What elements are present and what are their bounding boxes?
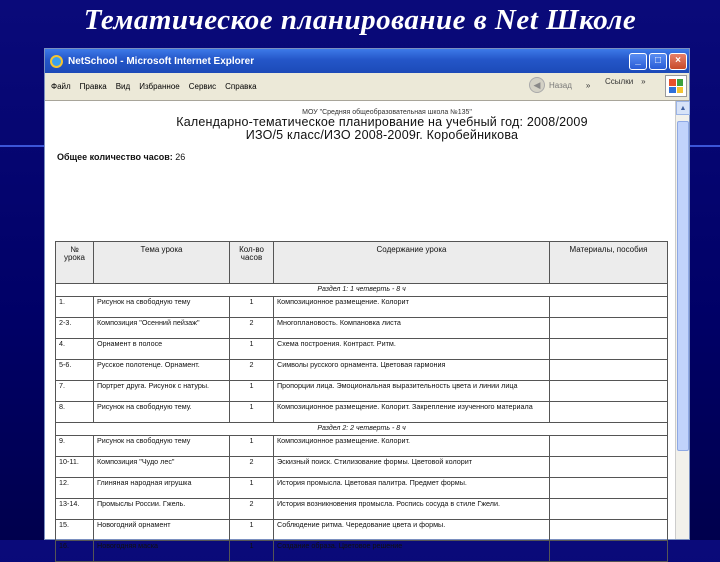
lesson-topic: Глиняная народная игрушка	[94, 478, 230, 499]
lesson-content: Многоплановость. Компановка листа	[274, 318, 550, 339]
window-titlebar[interactable]	[45, 49, 689, 73]
table-body	[56, 284, 668, 562]
total-hours-value: 26	[175, 152, 186, 162]
table-row	[56, 402, 668, 423]
lesson-content: Композиционное размещение. Колорит.	[274, 436, 550, 457]
table-row	[56, 499, 668, 520]
page-content	[45, 101, 689, 550]
header-topic: Тема урока	[94, 242, 230, 284]
header-num: № урока	[56, 242, 94, 284]
table-row	[56, 360, 668, 381]
lesson-materials	[550, 381, 668, 402]
table-row	[56, 457, 668, 478]
lesson-content: Композиционное размещение. Колорит	[274, 297, 550, 318]
lesson-number: 1.	[56, 297, 94, 318]
lesson-number: 7.	[56, 381, 94, 402]
table-header-row	[56, 242, 668, 284]
header-materials: Материалы, пособия	[550, 242, 668, 284]
menu-toolbar	[45, 73, 689, 101]
lesson-topic: Композиция "Осенний пейзаж"	[94, 318, 230, 339]
lesson-hours: 2	[230, 457, 274, 478]
menu-item-help[interactable]: Справка	[225, 82, 257, 91]
section-row	[56, 284, 668, 297]
lesson-hours: 1	[230, 297, 274, 318]
links-chevron[interactable]: »	[641, 77, 646, 86]
section-row	[56, 423, 668, 436]
lesson-number: 8.	[56, 402, 94, 423]
lesson-number: 9.	[56, 436, 94, 457]
total-hours-label: Общее количество часов:	[57, 152, 173, 162]
links-button[interactable]	[605, 77, 646, 86]
lesson-hours: 1	[230, 381, 274, 402]
lesson-content: Создание образа. Цветовое решение	[274, 541, 550, 562]
scroll-thumb[interactable]	[677, 121, 689, 451]
back-arrow-icon: ◀	[529, 77, 545, 93]
lesson-topic: Рисунок на свободную тему.	[94, 402, 230, 423]
lesson-materials	[550, 402, 668, 423]
lesson-materials	[550, 360, 668, 381]
lesson-content: Эскизный поиск. Стилизование формы. Цветовой колорит	[274, 457, 550, 478]
menu-bar	[45, 82, 257, 91]
lesson-hours: 1	[230, 520, 274, 541]
accent-line-right	[690, 145, 720, 147]
lesson-content: Композиционное размещение. Колорит. Закрепление изученного материала	[274, 402, 550, 423]
close-icon[interactable]: ×	[669, 53, 687, 70]
lesson-materials	[550, 541, 668, 562]
maximize-icon[interactable]: □	[649, 53, 667, 70]
lesson-hours: 1	[230, 339, 274, 360]
lesson-topic: Рисунок на свободную тему	[94, 436, 230, 457]
lesson-materials	[550, 297, 668, 318]
menu-item-tools[interactable]: Сервис	[188, 82, 217, 91]
lesson-number: 13-14.	[56, 499, 94, 520]
back-label: Назад	[549, 80, 572, 90]
minimize-icon[interactable]: _	[629, 53, 647, 70]
lesson-topic: Композиция "Чудо лес"	[94, 457, 230, 478]
lesson-number: 12.	[56, 478, 94, 499]
table-row	[56, 339, 668, 360]
doc-title-line1: Календарно-тематическое планирование на учебный год: 2008/2009	[176, 115, 588, 129]
table-row	[56, 436, 668, 457]
doc-title-line2: ИЗО/5 класс/ИЗО 2008-2009г. Коробейникова	[245, 128, 519, 142]
windows-logo-icon	[665, 75, 687, 97]
lesson-content: Соблюдение ритма. Чередование цвета и формы.	[274, 520, 550, 541]
lesson-topic: Новогодний орнамент	[94, 520, 230, 541]
scroll-up-icon[interactable]: ▲	[676, 101, 690, 115]
browser-window	[44, 48, 690, 550]
lesson-hours: 1	[230, 478, 274, 499]
header-content: Содержание урока	[274, 242, 550, 284]
lesson-content: История возникновения промысла. Роспись сосуда в стиле Гжели.	[274, 499, 550, 520]
accent-line-left	[0, 145, 44, 147]
lesson-number: 15.	[56, 520, 94, 541]
lesson-hours: 1	[230, 402, 274, 423]
plan-table	[55, 241, 668, 562]
total-hours	[57, 152, 689, 162]
back-button[interactable]	[529, 77, 590, 93]
lesson-hours: 2	[230, 360, 274, 381]
lesson-topic: Портрет друга. Рисунок с натуры.	[94, 381, 230, 402]
lesson-materials	[550, 520, 668, 541]
lesson-number: 10-11.	[56, 457, 94, 478]
lesson-topic: Русское полотенце. Орнамент.	[94, 360, 230, 381]
lesson-materials	[550, 478, 668, 499]
lesson-topic: Новогодняя маска	[94, 541, 230, 562]
lesson-topic: Рисунок на свободную тему	[94, 297, 230, 318]
lesson-number: 5-6.	[56, 360, 94, 381]
lesson-content: Символы русского орнамента. Цветовая гармония	[274, 360, 550, 381]
lesson-topic: Орнамент в полосе	[94, 339, 230, 360]
table-row	[56, 520, 668, 541]
lesson-materials	[550, 499, 668, 520]
window-title: NetSchool - Microsoft Internet Explorer	[68, 55, 255, 67]
menu-item-file[interactable]: Файл	[51, 82, 71, 91]
lesson-hours: 1	[230, 541, 274, 562]
lesson-content: История промысла. Цветовая палитра. Предмет формы.	[274, 478, 550, 499]
menu-item-edit[interactable]: Правка	[79, 82, 107, 91]
lesson-materials	[550, 339, 668, 360]
table-row	[56, 318, 668, 339]
lesson-content: Пропорции лица. Эмоциональная выразительность цвета и линии лица	[274, 381, 550, 402]
ie-icon	[50, 55, 63, 68]
header-hours: Кол-во часов	[230, 242, 274, 284]
section-label: Раздел 1: 1 четверть - 8 ч	[56, 284, 668, 297]
section-label: Раздел 2: 2 четверть - 8 ч	[56, 423, 668, 436]
table-row	[56, 297, 668, 318]
lesson-content: Схема построения. Контраст. Ритм.	[274, 339, 550, 360]
lesson-materials	[550, 457, 668, 478]
links-label: Ссылки	[605, 77, 634, 86]
lesson-number: 2-3.	[56, 318, 94, 339]
vertical-scrollbar[interactable]	[675, 101, 689, 539]
lesson-hours: 2	[230, 318, 274, 339]
toolbar-chevron[interactable]: »	[585, 80, 591, 90]
lesson-number: 16.	[56, 541, 94, 562]
table-row	[56, 381, 668, 402]
table-row	[56, 478, 668, 499]
lesson-topic: Промыслы России. Гжель.	[94, 499, 230, 520]
table-row	[56, 541, 668, 562]
lesson-materials	[550, 318, 668, 339]
school-name: МОУ "Средняя общеобразовательная школа №135"	[302, 109, 472, 116]
lesson-materials	[550, 436, 668, 457]
lesson-hours: 2	[230, 499, 274, 520]
menu-item-favorites[interactable]: Избранное	[139, 82, 180, 91]
lesson-hours: 1	[230, 436, 274, 457]
lesson-number: 4.	[56, 339, 94, 360]
menu-item-view[interactable]: Вид	[115, 82, 131, 91]
slide-title: Тематическое планирование в Net Школе	[83, 4, 637, 36]
